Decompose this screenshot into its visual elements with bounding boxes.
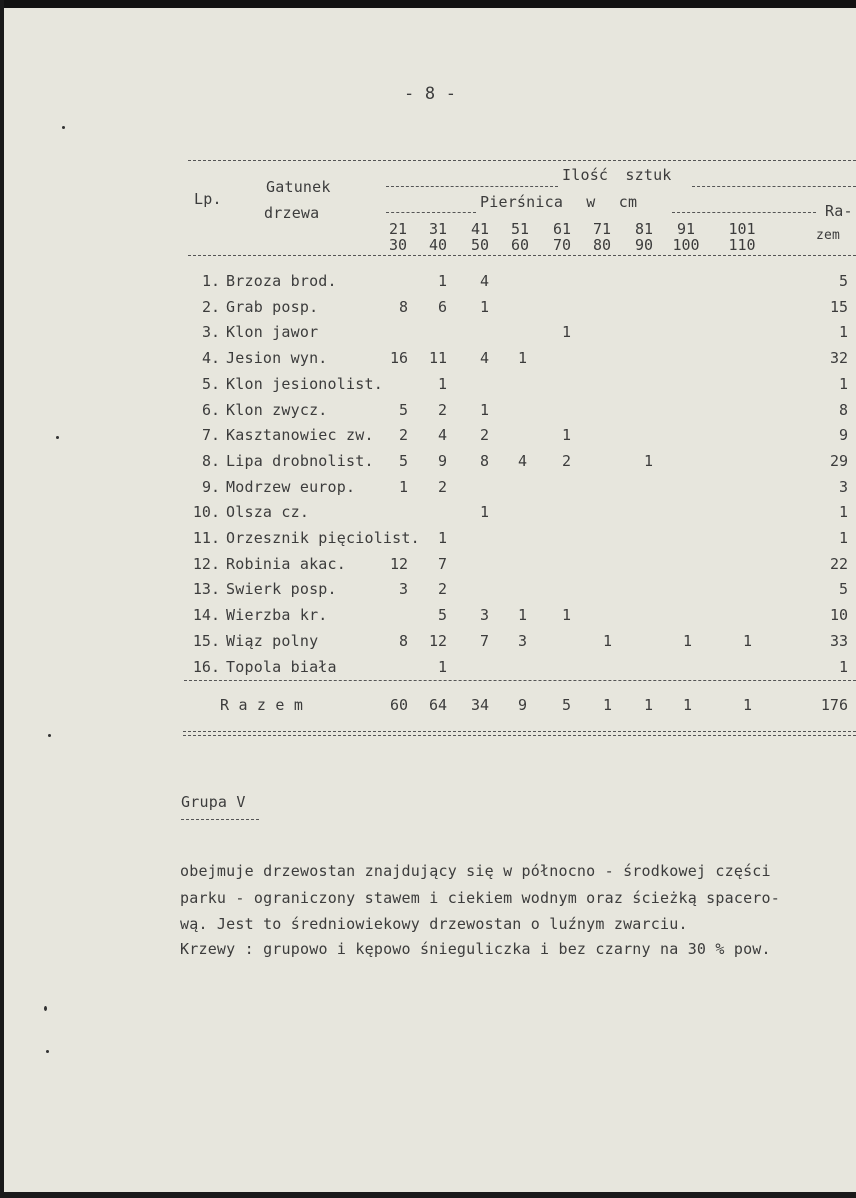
count-cell-c31: 6 — [437, 297, 447, 316]
range-top: 91 — [676, 220, 696, 238]
scan-border-top — [0, 0, 856, 8]
paper-speck — [48, 734, 51, 737]
range-top: 51 — [510, 220, 530, 238]
row-number: 5. — [201, 374, 220, 393]
count-cell-c91: 1 — [682, 631, 692, 650]
species-name: Brzoza brod. — [226, 272, 337, 290]
species-name: Modrzew europ. — [226, 477, 356, 496]
row-number: 7. — [201, 426, 220, 445]
range-top: 41 — [470, 220, 490, 238]
count-cell-c31: 2 — [437, 400, 447, 419]
count-cell-c41: 1 — [479, 503, 489, 522]
count-cell-c31: 7 — [437, 554, 447, 573]
header-razem-2: zem — [816, 228, 841, 243]
count-cell-c41: 7 — [479, 631, 489, 650]
paper-speck — [62, 126, 65, 129]
header-ilosc: Ilość sztuk — [562, 166, 672, 184]
paragraph-line: Krzewy : grupowo i kępowo śnieguliczka i bez czarny na 30 % pow. — [180, 940, 771, 958]
species-name: Robinia akac. — [226, 554, 346, 573]
header-lp: Lp. — [194, 190, 222, 208]
total-cell-c61: 5 — [561, 696, 571, 714]
header-razem-1: Ra- — [825, 202, 853, 220]
species-name: Wierzba kr. — [226, 606, 328, 625]
row-total: 33 — [829, 631, 848, 650]
total-cell-c21: 60 — [389, 696, 408, 714]
total-top-rule — [184, 680, 856, 681]
row-number: 11. — [192, 529, 220, 547]
count-cell-c61: 1 — [561, 426, 571, 445]
row-number: 16. — [192, 657, 220, 676]
count-cell-c21: 3 — [398, 580, 408, 599]
count-cell-c31: 9 — [437, 451, 447, 470]
row-number: 3. — [201, 323, 220, 342]
range-top: 71 — [592, 220, 612, 238]
count-cell-c41: 2 — [479, 426, 489, 445]
count-cell-c31: 2 — [437, 580, 447, 599]
total-cell-c41: 34 — [470, 696, 489, 714]
row-number: 2. — [201, 297, 220, 316]
range-bottom: 40 — [428, 236, 448, 254]
row-number: 9. — [201, 477, 220, 496]
total-cell-c91: 1 — [682, 696, 692, 714]
row-total: 15 — [829, 297, 848, 316]
range-bottom: 50 — [470, 236, 490, 254]
paragraph-line: parku - ograniczony stawem i ciekiem wodnym oraz ścieżką spacero- — [180, 889, 780, 907]
count-cell-c41: 1 — [479, 297, 489, 316]
count-cell-c61: 1 — [561, 323, 571, 342]
species-name: Swierk posp. — [226, 580, 337, 599]
species-name: Topola biała — [226, 657, 337, 676]
header-ilosc-rule-right — [692, 186, 856, 187]
count-cell-c21: 16 — [389, 349, 408, 368]
count-cell-c51: 1 — [517, 349, 527, 368]
paper-speck — [56, 436, 59, 439]
count-cell-c81: 1 — [643, 451, 653, 470]
range-bottom: 90 — [634, 236, 654, 254]
total-cell-c51: 9 — [517, 696, 527, 714]
row-total: 5 — [838, 272, 848, 290]
row-number: 10. — [192, 503, 220, 522]
count-cell-c51: 1 — [517, 606, 527, 625]
range-top: 61 — [552, 220, 572, 238]
species-name: Grab posp. — [226, 297, 319, 316]
species-name: Olsza cz. — [226, 503, 310, 522]
species-name: Kasztanowiec zw. — [226, 426, 374, 445]
range-bottom: 100 — [672, 236, 700, 254]
row-total: 1 — [838, 529, 848, 547]
count-cell-c51: 4 — [517, 451, 527, 470]
range-top: 81 — [634, 220, 654, 238]
species-name: Orzesznik pięciolist. — [226, 529, 420, 547]
paragraph-line: wą. Jest to średniowiekowy drzewostan o luźnym zwarciu. — [180, 915, 688, 933]
row-total: 22 — [829, 554, 848, 573]
grand-total: 176 — [820, 696, 848, 714]
count-cell-c31: 11 — [428, 349, 447, 368]
species-name: Jesion wyn. — [226, 349, 328, 368]
header-ilosc-rule-left — [386, 186, 558, 187]
row-total: 9 — [838, 426, 848, 445]
count-cell-c61: 2 — [561, 451, 571, 470]
species-name: Klon jawor — [226, 323, 319, 342]
section-title-underline — [181, 819, 259, 820]
range-top: 31 — [428, 220, 448, 238]
paper-speck — [44, 1006, 47, 1011]
header-piersnica: Pierśnica w cm — [480, 193, 638, 211]
total-label: R a z e m — [220, 696, 304, 714]
total-cell-c101: 1 — [742, 696, 752, 714]
row-number: 14. — [192, 606, 220, 625]
range-top: 101 — [728, 220, 756, 238]
row-number: 13. — [192, 580, 220, 599]
row-total: 1 — [838, 374, 848, 393]
paper-speck — [46, 1050, 49, 1053]
count-cell-c21: 8 — [398, 297, 408, 316]
count-cell-c31: 5 — [437, 606, 447, 625]
count-cell-c31: 12 — [428, 631, 447, 650]
range-bottom: 110 — [728, 236, 756, 254]
total-cell-c71: 1 — [602, 696, 612, 714]
row-number: 4. — [201, 349, 220, 368]
paragraph-line: obejmuje drzewostan znajdujący się w północno - środkowej części — [180, 862, 771, 880]
row-total: 1 — [838, 503, 848, 522]
row-number: 6. — [201, 400, 220, 419]
row-total: 1 — [838, 323, 848, 342]
scan-border-left — [0, 0, 4, 1198]
header-gatunek-2: drzewa — [264, 204, 320, 222]
count-cell-c31: 1 — [437, 657, 447, 676]
count-cell-c41: 1 — [479, 400, 489, 419]
species-name: Lipa drobnolist. — [226, 451, 374, 470]
table-bottom-double-rule — [183, 731, 856, 736]
count-cell-c71: 1 — [602, 631, 612, 650]
row-total: 10 — [829, 606, 848, 625]
row-number: 12. — [192, 554, 220, 573]
count-cell-c61: 1 — [561, 606, 571, 625]
row-number: 15. — [192, 631, 220, 650]
count-cell-c41: 4 — [479, 349, 489, 368]
row-number: 8. — [201, 451, 220, 470]
header-bottom-rule — [188, 255, 856, 256]
count-cell-c31: 2 — [437, 477, 447, 496]
row-total: 8 — [838, 400, 848, 419]
range-bottom: 30 — [388, 236, 408, 254]
page-number: - 8 - — [404, 84, 457, 104]
total-cell-c81: 1 — [643, 696, 653, 714]
count-cell-c51: 3 — [517, 631, 527, 650]
species-name: Klon jesionolist. — [226, 374, 383, 393]
row-total: 29 — [829, 451, 848, 470]
count-cell-c41: 4 — [479, 272, 489, 290]
row-total: 1 — [838, 657, 848, 676]
range-top: 21 — [388, 220, 408, 238]
count-cell-c41: 8 — [479, 451, 489, 470]
header-gatunek-1: Gatunek — [266, 178, 331, 196]
species-name: Wiąz polny — [226, 631, 319, 650]
count-cell-c31: 4 — [437, 426, 447, 445]
range-bottom: 60 — [510, 236, 530, 254]
scan-border-bottom — [0, 1192, 856, 1198]
count-cell-c101: 1 — [742, 631, 752, 650]
count-cell-c21: 12 — [389, 554, 408, 573]
count-cell-c31: 1 — [437, 272, 447, 290]
count-cell-c21: 5 — [398, 400, 408, 419]
row-total: 32 — [829, 349, 848, 368]
species-name: Klon zwycz. — [226, 400, 328, 419]
count-cell-c41: 3 — [479, 606, 489, 625]
count-cell-c31: 1 — [437, 529, 447, 547]
total-cell-c31: 64 — [428, 696, 447, 714]
count-cell-c21: 8 — [398, 631, 408, 650]
range-bottom: 80 — [592, 236, 612, 254]
header-piersnica-rule-left — [386, 212, 476, 213]
count-cell-c21: 2 — [398, 426, 408, 445]
count-cell-c31: 1 — [437, 374, 447, 393]
count-cell-c21: 1 — [398, 477, 408, 496]
range-bottom: 70 — [552, 236, 572, 254]
section-title: Grupa V — [181, 793, 246, 811]
table-top-rule — [188, 160, 856, 161]
row-total: 5 — [838, 580, 848, 599]
row-total: 3 — [838, 477, 848, 496]
row-number: 1. — [201, 272, 220, 290]
count-cell-c21: 5 — [398, 451, 408, 470]
header-piersnica-rule-right — [672, 212, 816, 213]
